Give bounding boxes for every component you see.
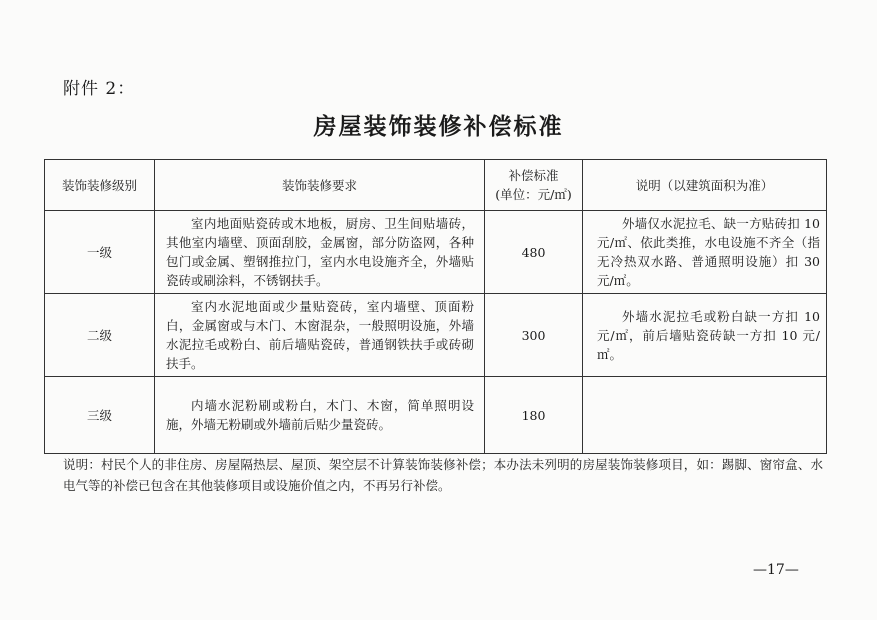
price-cell: 480: [485, 211, 583, 294]
header-level: 装饰装修级别: [45, 160, 155, 211]
table-header-row: [45, 160, 827, 211]
table-row: [45, 294, 827, 377]
level-cell: 一级: [45, 211, 155, 294]
level-cell: 二级: [45, 294, 155, 377]
header-requirement: 装饰装修要求: [155, 160, 485, 211]
header-price-line1: 补偿标准: [508, 168, 559, 183]
level-cell: 三级: [45, 377, 155, 454]
header-price: [485, 160, 583, 211]
footnote: 说明：村民个人的非住房、房屋隔热层、屋顶、架空层不计算装饰装修补偿；本办法未列明的房屋装饰装修项目，如：踢脚、窗帘盒、水电气等的补偿已包含在其他装修项目或设施价值之内，不再另行补偿。: [63, 457, 823, 493]
compensation-table: [44, 159, 827, 454]
note-cell: 外墙水泥拉毛或粉白缺一方扣 10 元/㎡，前后墙贴瓷砖缺一方扣 10 元/㎡。: [583, 294, 827, 377]
attachment-label: 附件 2：: [63, 79, 136, 99]
table-row: [45, 211, 827, 294]
requirement-cell: 室内水泥地面或少量贴瓷砖，室内墙壁、顶面粉白，金属窗或与木门、木窗混杂，一般照明设施，外墙水泥拉毛或粉白、前后墙贴瓷砖，普通钢铁扶手或砖砌扶手。: [155, 294, 485, 377]
note-cell: 外墙仅水泥拉毛、缺一方贴砖扣 10 元/㎡、依此类推，水电设施不齐全（指无冷热双水路、普通照明设施）扣 30 元/㎡。: [583, 211, 827, 294]
document-title: 房屋装饰装修补偿标准: [313, 113, 564, 140]
header-note: 说明（以建筑面积为准）: [583, 160, 827, 211]
requirement-cell: 内墙水泥粉刷或粉白，木门、木窗，简单照明设施，外墙无粉刷或外墙前后贴少量瓷砖。: [155, 377, 485, 454]
requirement-cell: 室内地面贴瓷砖或木地板，厨房、卫生间贴墙砖，其他室内墙壁、顶面刮胶，金属窗，部分防盗网，各种包门或金属、塑钢推拉门，室内水电设施齐全，外墙贴瓷砖或刷涂料，不锈钢扶手。: [155, 211, 485, 294]
price-cell: 180: [485, 377, 583, 454]
note-cell: [583, 377, 827, 454]
header-price-line2: (单位：元/㎡): [495, 187, 572, 202]
price-cell: 300: [485, 294, 583, 377]
table-row: [45, 377, 827, 454]
page-number: —17—: [753, 562, 799, 578]
